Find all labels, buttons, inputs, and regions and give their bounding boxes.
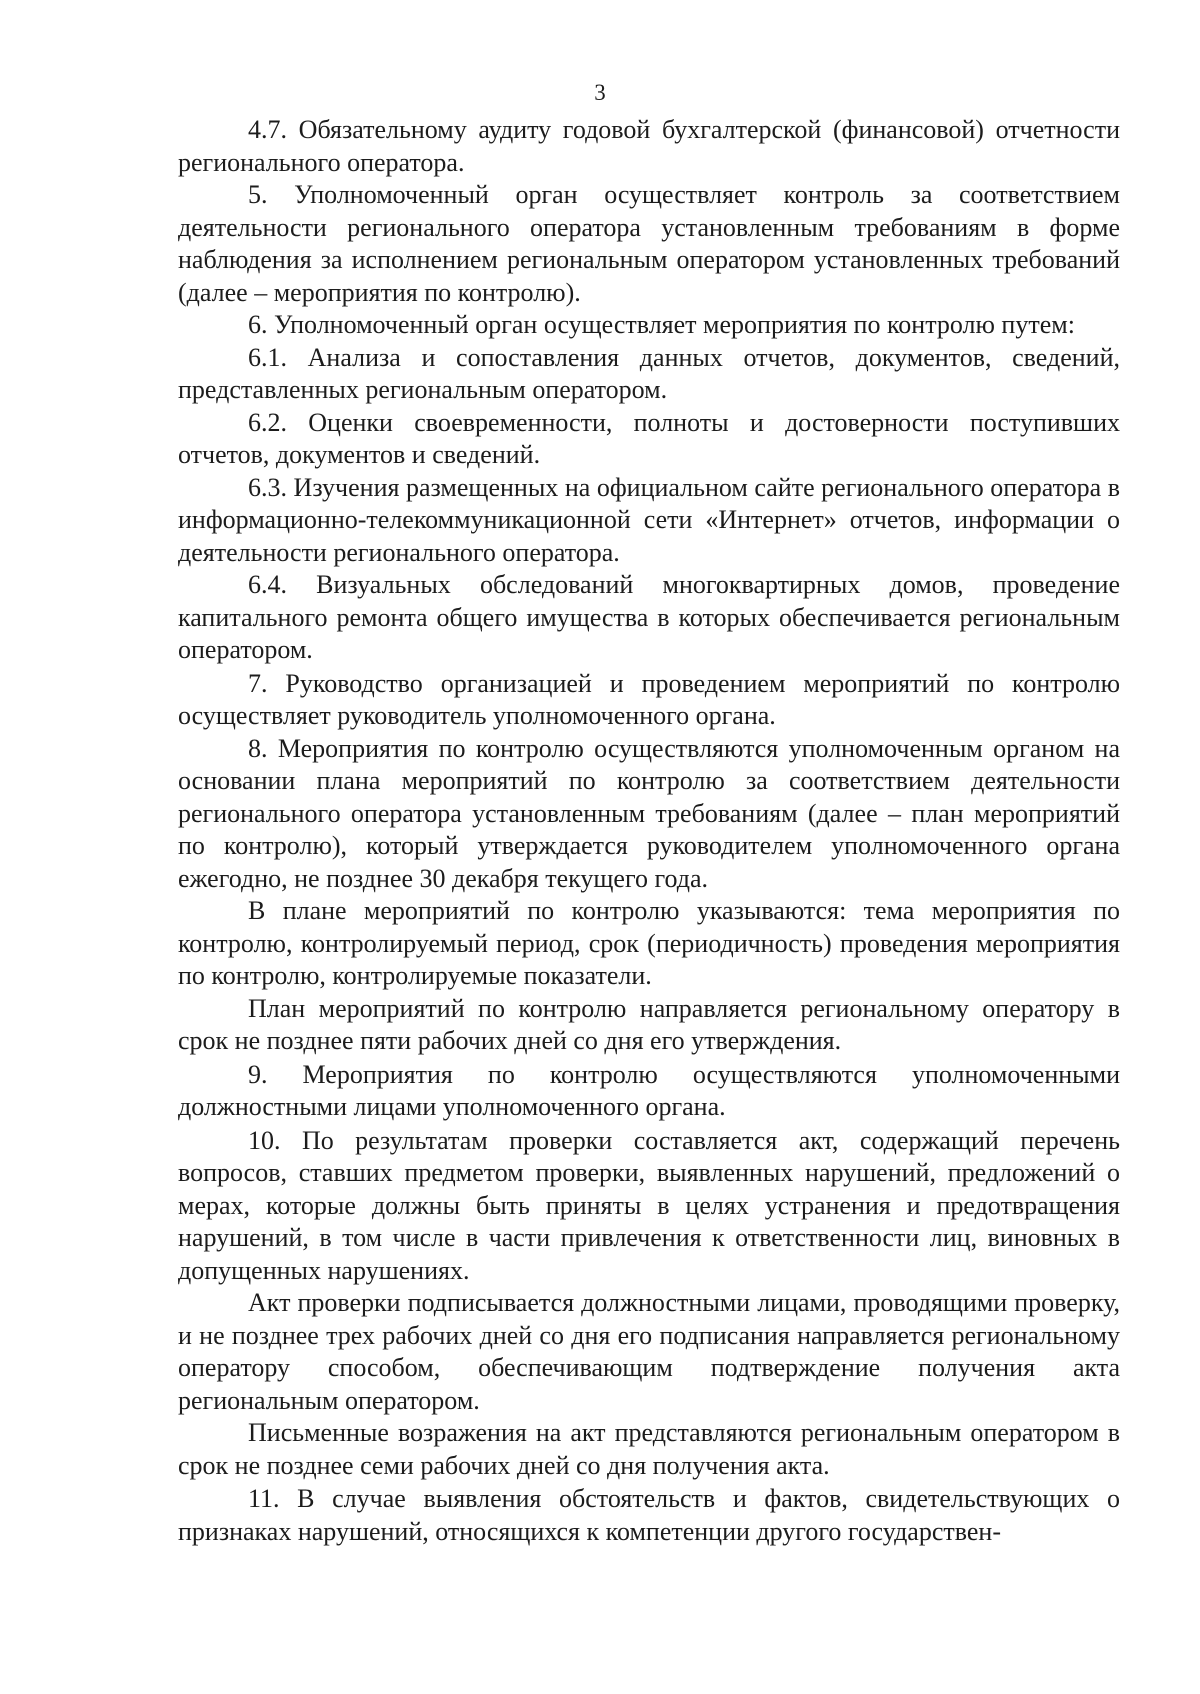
paragraph-10-act-signed: Акт проверки подписывается должностными лицами, проводящими проверку, и не позднее трех рабочих дней со дня его подписания направляется региональному оператору способом, обеспечивающим подтверждение получения акта региональным оператором. [178, 1288, 1120, 1415]
paragraph-4-7: 4.7. Обязательному аудиту годовой бухгалтерской (финансовой) отчетности регионального оператора. [178, 115, 1120, 177]
document-body [178, 114, 1120, 1548]
paragraph-7: 7. Руководство организацией и проведением мероприятий по контролю осуществляет руководитель уполномоченного органа. [178, 668, 1120, 730]
paragraph-6: 6. Уполномоченный орган осуществляет мероприятия по контролю путем: [248, 310, 1075, 339]
paragraph-8: 8. Мероприятия по контролю осуществляются уполномоченным органом на основании плана мероприятий по контролю за соответствием деятельности регионального оператора установленным требованиям (далее – план мероприятий по контролю), который утверждается руководителем уполномоченного органа ежегодно, не позднее 30 декабря текущего года. [178, 733, 1120, 893]
paragraph-11: 11. В случае выявления обстоятельств и фактов, свидетельствующих о признаках нарушений, относящихся к компетенции другого государствен- [178, 1484, 1120, 1546]
paragraph-6-1: 6.1. Анализа и сопоставления данных отчетов, документов, сведений, представленных региональным оператором. [178, 342, 1120, 404]
paragraph-6-3: 6.3. Изучения размещенных на официальном сайте регионального оператора в информационно-телекоммуникационной сети «Интернет» отчетов, информации о деятельности регионального оператора. [178, 472, 1120, 567]
paragraph-6-2: 6.2. Оценки своевременности, полноты и достоверности поступивших отчетов, документов и сведений. [178, 407, 1120, 469]
paragraph-10: 10. По результатам проверки составляется акт, содержащий перечень вопросов, ставших предметом проверки, выявленных нарушений, предложений о мерах, которые должны быть приняты в целях устранения и предотвращения нарушений, в том числе в части привлечения к ответственности лиц, виновных в допущенных нарушениях. [178, 1125, 1120, 1285]
paragraph-5: 5. Уполномоченный орган осуществляет контроль за соответствием деятельности регионального оператора установленным требованиям в форме наблюдения за исполнением региональным оператором установленных требований (далее – мероприятия по контролю). [178, 180, 1120, 307]
paragraph-9: 9. Мероприятия по контролю осуществляются уполномоченными должностными лицами уполномоченного органа. [178, 1059, 1120, 1121]
paragraph-8-plan-content: В плане мероприятий по контролю указываются: тема мероприятия по контролю, контролируемый период, срок (периодичность) проведения мероприятия по контролю, контролируемые показатели. [178, 896, 1120, 990]
paragraph-10-objections: Письменные возражения на акт представляются региональным оператором в срок не позднее семи рабочих дней со дня получения акта. [178, 1418, 1120, 1480]
paragraph-8-plan-sent: План мероприятий по контролю направляется региональному оператору в срок не позднее пяти рабочих дней со дня его утверждения. [178, 993, 1120, 1055]
paragraph-6-4: 6.4. Визуальных обследований многоквартирных домов, проведение капитального ремонта общего имущества в которых обеспечивается региональным оператором. [178, 570, 1120, 664]
page-number: 3 [594, 80, 606, 105]
